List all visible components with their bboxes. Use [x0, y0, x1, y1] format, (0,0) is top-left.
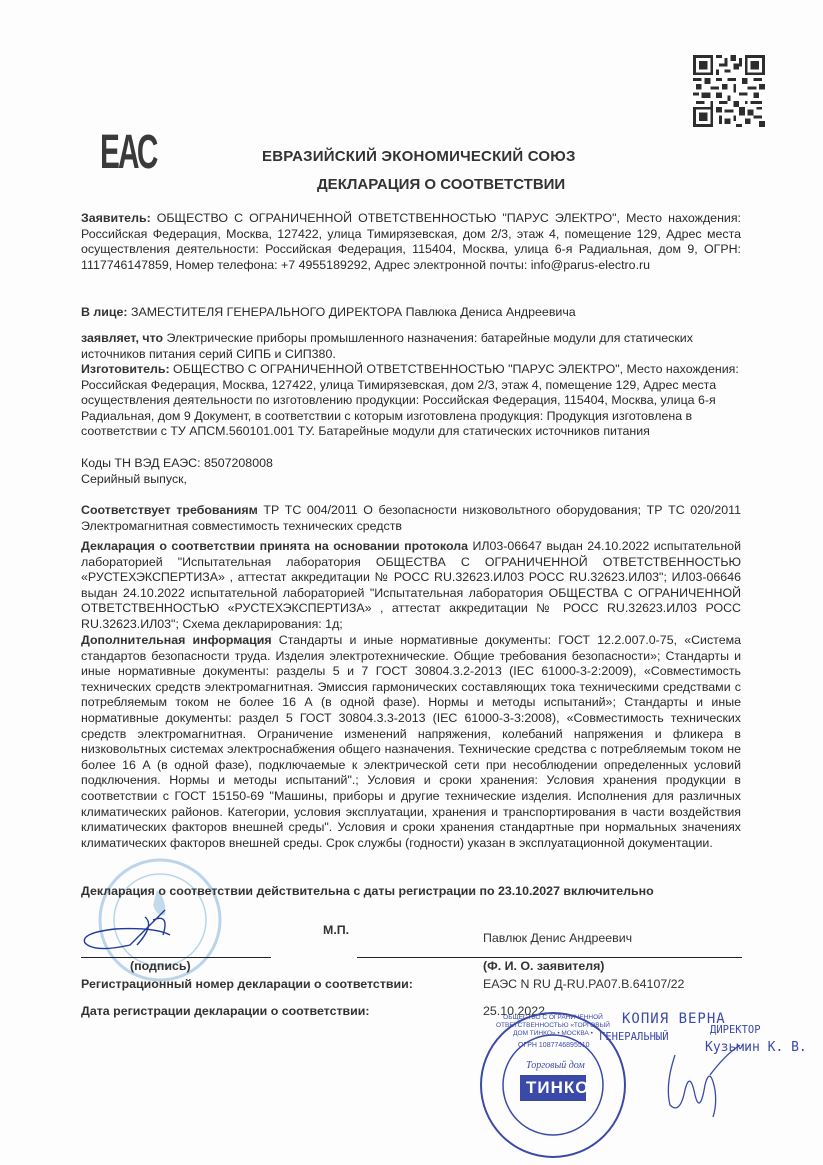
stamp-center-top: Торговый дом — [526, 1060, 585, 1071]
applicant-name: Павлюк Денис Андреевич — [483, 931, 633, 945]
hs-codes: Коды ТН ВЭД ЕАЭС: 8507208008 — [81, 456, 273, 470]
name-line — [357, 957, 742, 958]
manufacturer-label: Изготовитель: — [81, 362, 170, 376]
union-title: ЕВРАЗИЙСКИЙ ЭКОНОМИЧЕСКИЙ СОЮЗ — [262, 148, 576, 165]
conforms-label: Соответствует требованиям — [81, 503, 258, 517]
registration-date-value: 25.10.2022 — [483, 1004, 546, 1018]
mp-label: М.П. — [323, 923, 350, 937]
conforms-text: ТР ТС 004/2011 О безопасности низковольтного оборудования; ТР ТС 020/2011 Электромагнитная совместимость технических средств — [81, 503, 742, 533]
signature-line — [81, 957, 271, 958]
represented-text: ЗАМЕСТИТЕЛЯ ГЕНЕРАЛЬНОГО ДИРЕКТОРА Павлюка Дениса Андреевича — [127, 305, 576, 319]
additional-label: Дополнительная информация — [81, 633, 272, 647]
manufacturer-text: ОБЩЕСТВО С ОГРАНИЧЕННОЙ ОТВЕТСТВЕННОСТЬЮ "ПАРУС ЭЛЕКТРО", Место нахождения: Российская Федерация, Москва, 127422, улица Тимирязевская, дом 2/3, этаж 4, помещение 129, Адрес места осуществления деятельности по изготовлению продукции: Российская Федерация, 115404, Москва, улица 6-я Радиальная, дом 9 Документ, в соответствии с которым изготовлена продукция: Продукция изготовлена в соответствии с ТУ АПСМ.560101.001 ТУ. Батарейные модули для статических источников питания — [81, 362, 739, 439]
registration-number-value: ЕАЭС N RU Д-RU.РА07.В.64107/22 — [483, 977, 685, 991]
document-title: ДЕКЛАРАЦИЯ О СООТВЕТСТВИИ — [317, 176, 566, 193]
represented-label: В лице: — [81, 305, 128, 319]
copy-title-a: ГЕНЕРАЛЬНЫЙ — [599, 1031, 669, 1043]
serial-production: Серийный выпуск, — [81, 472, 187, 486]
registration-number-label: Регистрационный номер декларации о соответствии: — [81, 977, 413, 991]
declares-text: Электрические приборы промышленного назначения: батарейные модули для статических источников питания серий СИПБ и СИП380. — [81, 331, 693, 361]
manufacturer-section — [81, 362, 741, 440]
registration-date-label: Дата регистрации декларации о соответствии: — [81, 1004, 370, 1018]
stamp-ring-text: ОБЩЕСТВО С ОГРАНИЧЕННОЙ ОТВЕТСТВЕННОСТЬЮ «ТОРГОВЫЙ ДОМ ТИНКО» • МОСКВА • — [496, 1014, 610, 1037]
qr-code-icon — [693, 50, 765, 132]
conforms-section — [81, 503, 741, 534]
applicant-label: Заявитель: — [81, 211, 151, 225]
name-caption: (Ф. И. О. заявителя) — [483, 959, 605, 973]
validity-text: Декларация о соответствии действительна с даты регистрации по 23.10.2027 включительно — [81, 884, 654, 898]
copy-signature-icon — [655, 1045, 745, 1120]
applicant-text: ОБЩЕСТВО С ОГРАНИЧЕННОЙ ОТВЕТСТВЕННОСТЬЮ "ПАРУС ЭЛЕКТРО", Место нахождения: Российская Федерация, Москва, 127422, улица Тимирязевская, дом 2/3, этаж 4, помещение 129, Адрес места осуществления деятельности: Российская Федерация, 115404, Москва, улица 6-я Радиальная, дом 9, ОГРН: 1117746147859, Номер телефона: +7 4955189292, Адрес электронной почты: info@parus-electro.ru — [81, 211, 741, 272]
declares-label: заявляет, что — [81, 331, 164, 345]
stamp-ogrn: ОГРН 1087746895510 — [518, 1042, 590, 1049]
eac-logo: ЕАС — [100, 126, 157, 179]
declares-section — [81, 331, 741, 362]
basis-section — [81, 539, 741, 633]
stamp-brand: ТИНКО — [526, 1078, 590, 1097]
signature-caption: (подпись) — [130, 959, 191, 973]
applicant-section — [81, 211, 741, 273]
copy-signer-name: Кузьмин К. В. — [705, 1040, 807, 1055]
additional-text: Стандарты и иные нормативные документы: ГОСТ 12.2.007.0-75, «Система стандартов безопасности труда. Изделия электротехнические. Общие требования безопасности»; Стандарты и иные нормативные документы: разделы 5 и 7 ГОСТ 30804.3.2-2013 (IEC 61000-3-2:2009), «Совместимость технических средств электромагнитная. Эмиссия гармонических составляющих тока техническими средствами с потребляемым током не более 16 А (в одной фазе). Нормы и методы испытаний»; Стандарты и иные нормативные документы: раздел 5 ГОСТ 30804.3.3-2013 (IEC 61000-3-3:2008), «Совместимость технических средств электромагнитная. Ограничение изменений напряжения, колебаний напряжения и фликера в низковольтных системах электроснабжения общего назначения. Технические средства с потребляемым током не более 16 А (в одной фазе), подключаемые к электрической сети при несоблюдении определенных условий подключения. Нормы и методы испытаний".; Условия и сроки хранения: Условия хранения продукции в соответствии с ГОСТ 15150-69 "Машины, приборы и другие технические изделия. Исполнения для различных климатических районов. Категории, условия эксплуатации, хранения и транспортирования в части воздействия климатических факторов внешней среды". Условия и сроки хранения стандартные при нормальных значениях климатических факторов внешней среды. Срок службы (годности) указан в эксплуатационной документации. — [81, 633, 741, 850]
copy-verified: КОПИЯ ВЕРНА — [622, 1011, 726, 1027]
copy-title-b: ДИРЕКТОР — [710, 1024, 761, 1036]
represented-section — [81, 305, 741, 321]
signature-icon — [75, 905, 215, 955]
basis-text: ИЛ03-06647 выдан 24.10.2022 испытательной лабораторией "Испытательная лаборатория ОБЩЕСТВА С ОГРАНИЧЕННОЙ ОТВЕТСТВЕННОСТЬЮ «РУСТЕХЭКСПЕРТИЗА» , аттестат аккредитации № РОСС RU.32623.ИЛ03 РОСС RU.32623.ИЛ03"; ИЛ03-06646 выдан 24.10.2022 испытательной лабораторией "Испытательная лаборатория ОБЩЕСТВА С ОГРАНИЧЕННОЙ ОТВЕТСТВЕННОСТЬЮ «РУСТЕХЭКСПЕРТИЗА» , аттестат аккредитации № РОСС RU.32623.ИЛ03 РОСС RU.32623.ИЛ03"; Схема декларирования: 1д; — [81, 539, 741, 631]
additional-section — [81, 633, 741, 851]
basis-label: Декларация о соответствии принята на основании протокола — [81, 539, 468, 553]
